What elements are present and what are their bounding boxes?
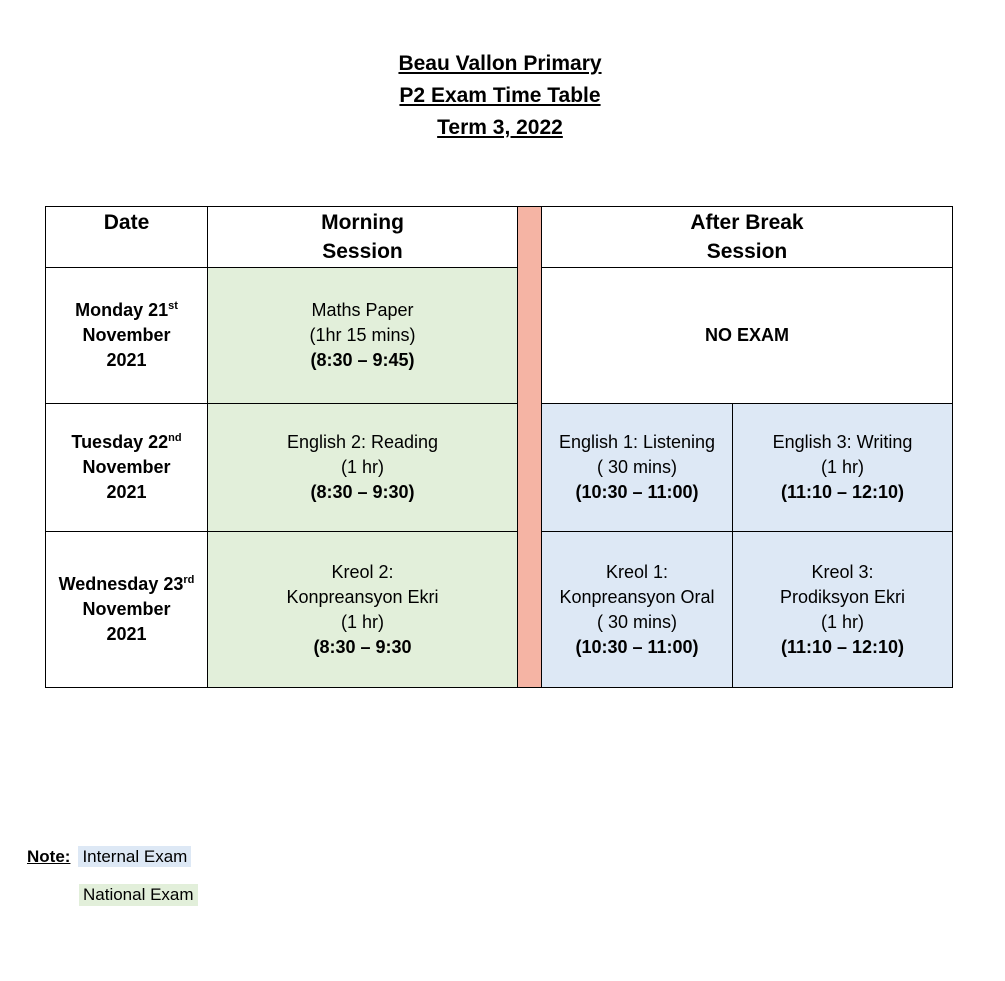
date-cell: Tuesday 22nd November 2021: [46, 404, 208, 532]
after-break-exam-cell-2: English 3: Writing (1 hr) (11:10 – 12:10): [733, 404, 953, 532]
legend-national-exam: National Exam: [79, 884, 198, 906]
table-row: [46, 404, 953, 532]
note-label: Note:: [27, 847, 71, 866]
legend-internal-exam: Internal Exam: [78, 846, 191, 867]
timetable-title: P2 Exam Time Table: [399, 84, 601, 107]
header-date: Date: [46, 207, 208, 268]
no-exam-cell: NO EXAM: [542, 268, 953, 404]
legend-note: [27, 847, 191, 867]
after-break-exam-cell-2: Kreol 3: Prodiksyon Ekri (1 hr) (11:10 – 12:10): [733, 532, 953, 688]
title-block: [0, 48, 1000, 144]
header-morning: Morning Session: [208, 207, 518, 268]
after-break-exam-cell-1: English 1: Listening ( 30 mins) (10:30 – 11:00): [542, 404, 733, 532]
date-cell: Monday 21st November 2021: [46, 268, 208, 404]
morning-exam-cell: Maths Paper (1hr 15 mins) (8:30 – 9:45): [208, 268, 518, 404]
morning-exam-cell: English 2: Reading (1 hr) (8:30 – 9:30): [208, 404, 518, 532]
exam-timetable: [45, 206, 953, 688]
date-cell: Wednesday 23rd November 2021: [46, 532, 208, 688]
school-name: Beau Vallon Primary: [398, 52, 602, 75]
session-separator: [518, 207, 542, 688]
morning-exam-cell: Kreol 2: Konpreansyon Ekri (1 hr) (8:30 – 9:30: [208, 532, 518, 688]
term-label: Term 3, 2022: [437, 116, 563, 139]
after-break-exam-cell-1: Kreol 1: Konpreansyon Oral ( 30 mins) (10:30 – 11:00): [542, 532, 733, 688]
table-row: [46, 268, 953, 404]
header-after-break: After Break Session: [542, 207, 953, 268]
table-row: [46, 532, 953, 688]
header-row: [46, 207, 953, 268]
